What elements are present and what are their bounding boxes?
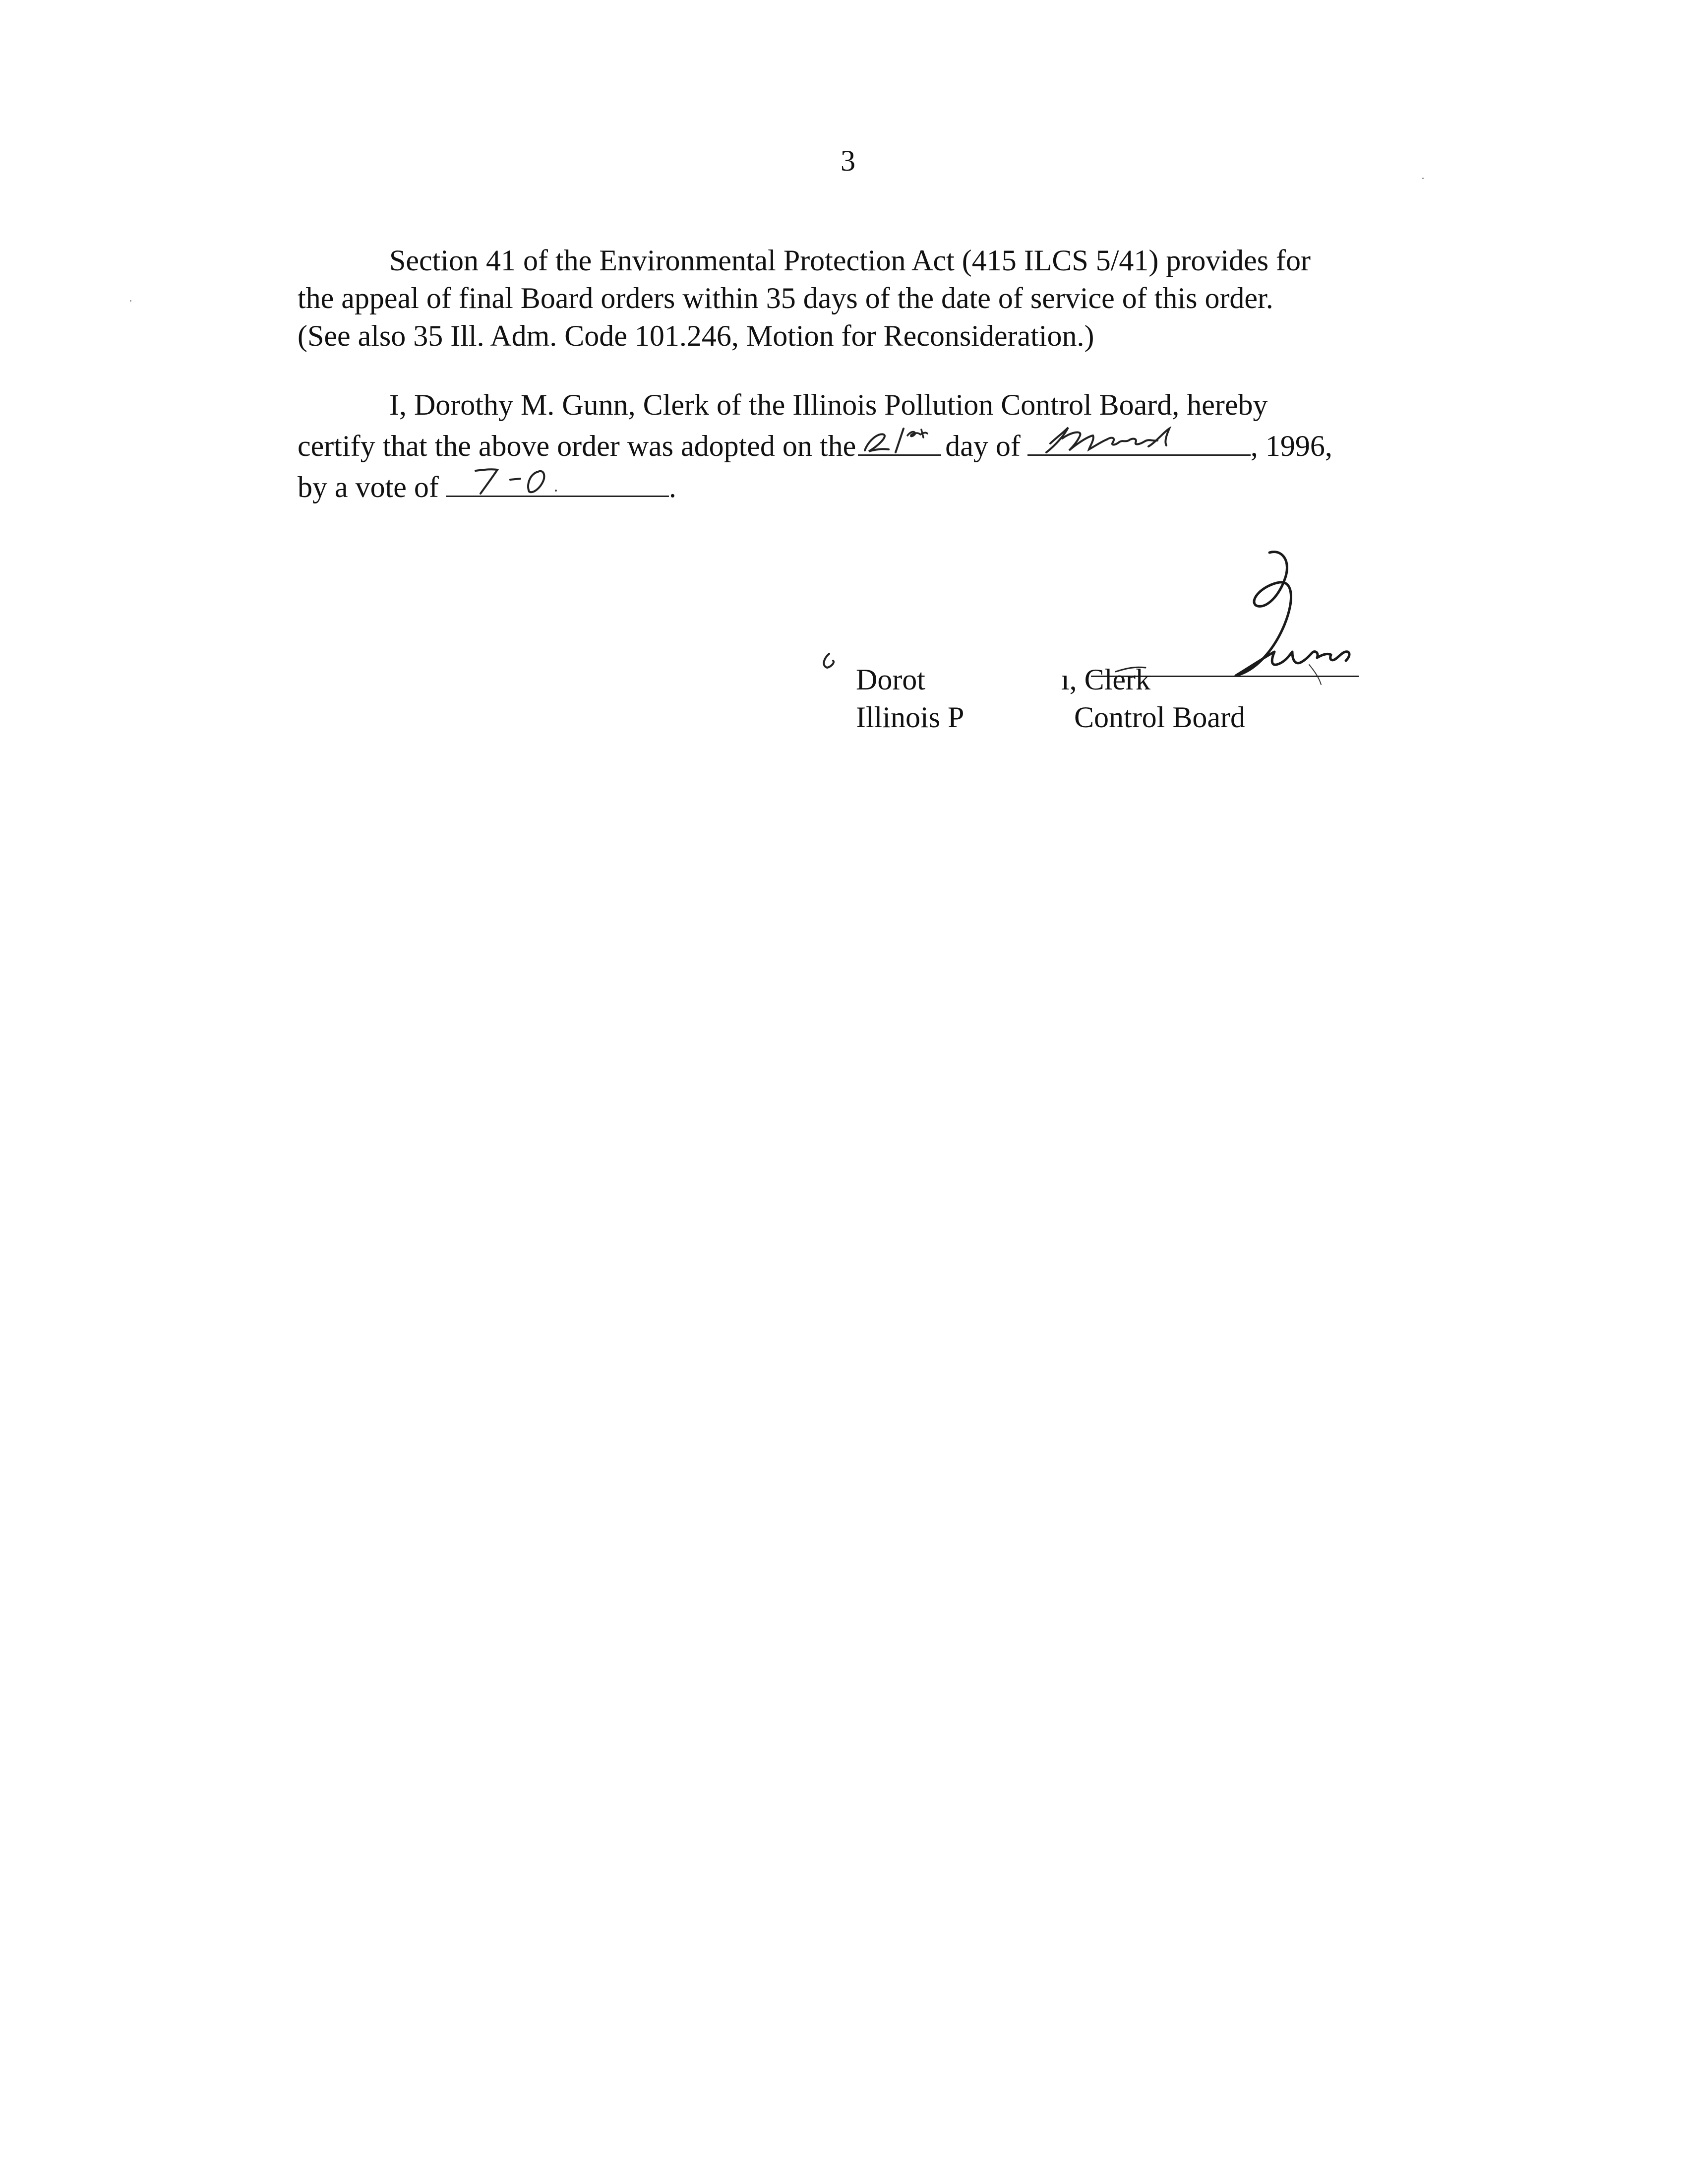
signatory-name-fragment: Dorot bbox=[856, 663, 925, 696]
certification-line-1: I, Dorothy M. Gunn, Clerk of the Illinois Pollution Control Board, hereby bbox=[389, 388, 1268, 421]
signatory-org-fragment-1: Illinois P bbox=[856, 701, 965, 734]
signatory-title-fragment: ı, Clerk bbox=[1061, 663, 1150, 696]
certification-line-3 bbox=[298, 465, 1398, 506]
scan-speck bbox=[1422, 178, 1424, 179]
vote-handwriting bbox=[446, 465, 669, 496]
page-number: 3 bbox=[841, 144, 855, 177]
month-blank bbox=[1027, 424, 1251, 456]
appeal-line-1: Section 41 of the Environmental Protection Act (415 ILCS 5/41) provides for bbox=[389, 244, 1311, 277]
day-blank bbox=[858, 424, 941, 456]
signature-block bbox=[813, 541, 1408, 759]
vote-blank bbox=[446, 465, 669, 497]
appeal-line-2: the appeal of final Board orders within 35 days of the date of service of this order. bbox=[298, 282, 1273, 314]
month-handwriting bbox=[1027, 424, 1251, 454]
certification-line-2-suffix: , 1996, bbox=[1250, 430, 1332, 462]
appeal-line-3: (See also 35 Ill. Adm. Code 101.246, Motion for Reconsideration.) bbox=[298, 319, 1094, 352]
appeal-paragraph bbox=[298, 242, 1398, 355]
certification-line-3-prefix: by a vote of bbox=[298, 471, 439, 503]
scan-speck bbox=[130, 300, 131, 302]
day-handwriting bbox=[858, 424, 941, 454]
certification-line-2 bbox=[298, 424, 1398, 465]
certification-paragraph bbox=[298, 386, 1398, 506]
certification-line-2-prefix: certify that the above order was adopted on the bbox=[298, 430, 856, 462]
signatory-org-fragment-2: Control Board bbox=[1074, 701, 1245, 734]
certification-line-3-suffix: . bbox=[668, 471, 676, 503]
certification-line-2-mid: day of bbox=[945, 430, 1021, 462]
